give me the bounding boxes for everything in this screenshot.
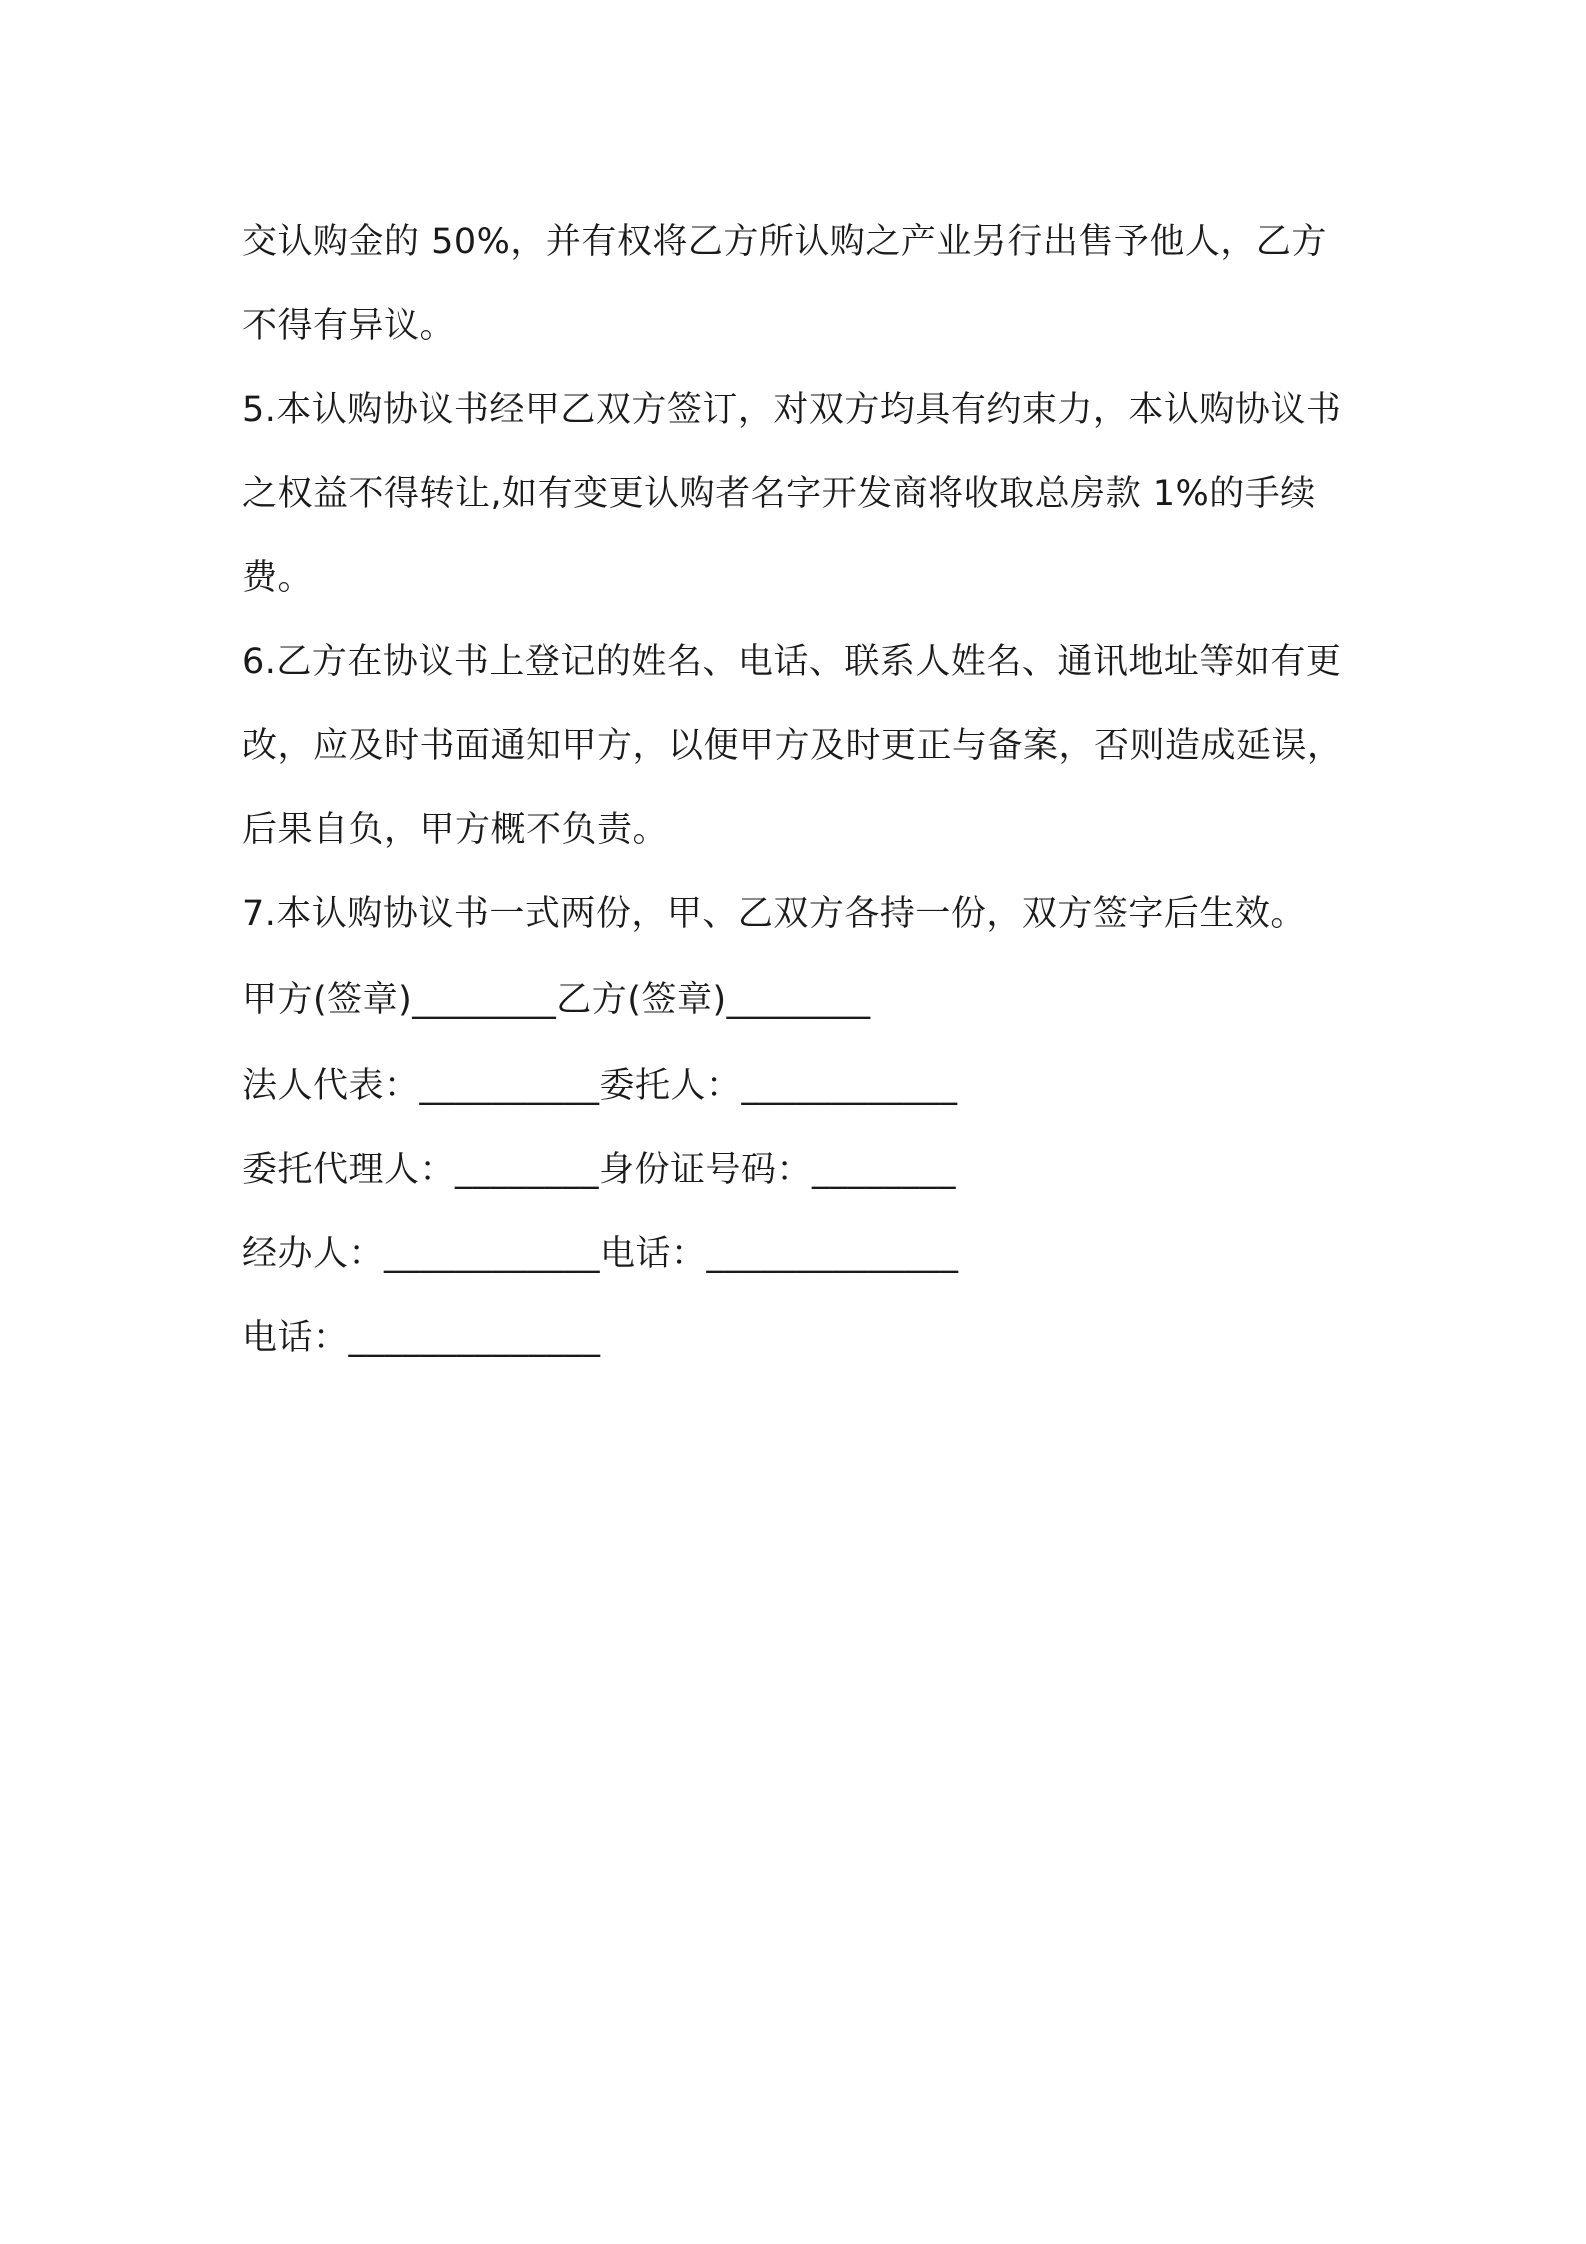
phone-line: 电话：______________ bbox=[242, 1318, 601, 1358]
document-body bbox=[242, 200, 1362, 1378]
clause-5: 5.本认购协议书经甲乙双方签订，对双方均具有约束力，本认购协议书之权益不得转让,如有变更认购者名字开发商将收取总房款 1%的手续费。 bbox=[242, 390, 1342, 598]
clause-7: 7.本认购协议书一式两份，甲、乙双方各持一份，双方签字后生效。 bbox=[242, 894, 1306, 934]
legal-representative-line: 法人代表：__________委托人：____________ bbox=[242, 1066, 958, 1106]
agent-id-line: 委托代理人：________身份证号码：________ bbox=[242, 1150, 957, 1190]
handler-phone-line: 经办人：____________电话：______________ bbox=[242, 1234, 959, 1274]
paragraph-continuation: 交认购金的 50%，并有权将乙方所认购之产业另行出售予他人，乙方不得有异议。 bbox=[242, 222, 1327, 346]
clause-6: 6.乙方在协议书上登记的姓名、电话、联系人姓名、通讯地址等如有更改，应及时书面通知甲方，以便甲方及时更正与备案，否则造成延误，后果自负，甲方概不负责。 bbox=[242, 642, 1343, 850]
party-signature-line: 甲方(签章)________乙方(签章)________ bbox=[242, 980, 871, 1020]
